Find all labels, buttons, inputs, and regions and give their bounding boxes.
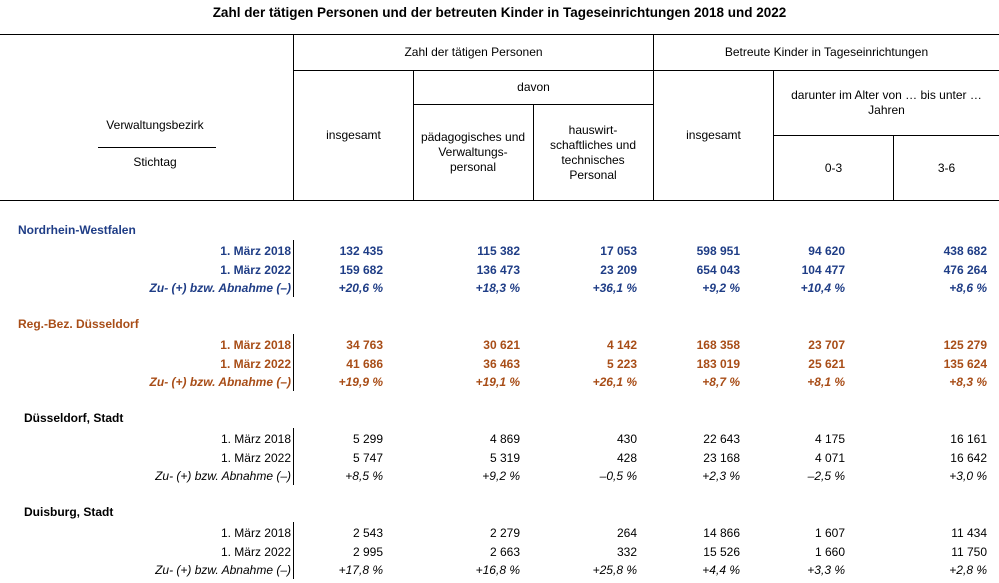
cell: 332	[616, 545, 637, 559]
table-row	[0, 373, 999, 391]
cell: +2,3 %	[702, 469, 740, 483]
cell: 654 043	[696, 263, 740, 277]
cell: 476 264	[943, 263, 987, 277]
cell: +9,2 %	[702, 281, 740, 295]
cell: 23 168	[703, 451, 740, 465]
header-bottom-rule	[0, 200, 999, 201]
cell: 30 621	[483, 338, 520, 352]
cell: +3,0 %	[949, 469, 987, 483]
cell: +26,1 %	[592, 375, 637, 389]
table-row	[0, 467, 999, 485]
cell: +36,1 %	[592, 281, 637, 295]
table-title: Zahl der tätigen Personen und der betreuten Kinder in Tageseinrichtungen 2018 und 2022	[212, 5, 787, 20]
cell: +25,8 %	[592, 563, 637, 577]
col-0-3-header: 0-3	[824, 160, 843, 175]
row-label: 1. März 2022	[220, 545, 291, 559]
row-label: 1. März 2018	[220, 244, 291, 258]
cell: 14 866	[703, 526, 740, 540]
table-row	[0, 561, 999, 579]
cell: 135 624	[943, 357, 987, 371]
cell: 598 951	[696, 244, 740, 258]
cell: 5 319	[489, 451, 520, 465]
cell: 16 161	[950, 432, 987, 446]
header-top-rule	[0, 34, 999, 35]
cell: +10,4 %	[800, 281, 845, 295]
darunter-header: darunter im Alter von … bis unter … Jahren	[791, 87, 982, 117]
cell: 428	[616, 451, 637, 465]
cell: +19,1 %	[475, 375, 520, 389]
cell: 183 019	[696, 357, 740, 371]
row-label: 1. März 2022	[220, 451, 291, 465]
cell: +9,2 %	[482, 469, 520, 483]
cell: 168 358	[696, 338, 740, 352]
cell: 23 209	[600, 263, 637, 277]
row-label: Zu- (+) bzw. Abnahme (–)	[155, 563, 291, 577]
cell: 25 621	[808, 357, 845, 371]
cell: 136 473	[476, 263, 520, 277]
cell: 36 463	[483, 357, 520, 371]
col-total-persons-header: insgesamt	[326, 128, 381, 142]
cell: 2 279	[489, 526, 520, 540]
cell: 4 869	[489, 432, 520, 446]
row-label: Zu- (+) bzw. Abnahme (–)	[155, 469, 291, 483]
group-persons-header: Zahl der tätigen Personen	[404, 44, 543, 59]
table-row	[0, 261, 999, 279]
group-children-header: Betreute Kinder in Tageseinrichtungen	[724, 44, 929, 59]
col-hausw-header: hauswirt-schaftliches und technisches Personal	[549, 122, 637, 182]
cell: –2,5 %	[807, 469, 845, 483]
cell: 125 279	[943, 338, 987, 352]
cell: 104 477	[801, 263, 845, 277]
row-label: 1. März 2022	[220, 263, 291, 277]
cell: 159 682	[339, 263, 383, 277]
section-title-duesseldorf: Düsseldorf, Stadt	[24, 411, 124, 425]
cell: 41 686	[346, 357, 383, 371]
cell: 23 707	[808, 338, 845, 352]
cell: 5 299	[352, 432, 383, 446]
cell: 438 682	[943, 244, 987, 258]
cell: 17 053	[600, 244, 637, 258]
row-label: 1. März 2018	[220, 338, 291, 352]
section-title-regbez: Reg.-Bez. Düsseldorf	[18, 317, 139, 331]
cell: 22 643	[703, 432, 740, 446]
table-row	[0, 543, 999, 561]
cell: 94 620	[808, 244, 845, 258]
cell: –0,5 %	[599, 469, 637, 483]
row-label: Zu- (+) bzw. Abnahme (–)	[149, 281, 291, 295]
row-label: 1. März 2018	[220, 432, 291, 446]
cell: +17,8 %	[338, 563, 383, 577]
cell: 264	[616, 526, 637, 540]
row-label: 1. März 2022	[220, 357, 291, 371]
cell: 15 526	[703, 545, 740, 559]
section-title-nrw: Nordrhein-Westfalen	[18, 223, 136, 237]
cell: +4,4 %	[702, 563, 740, 577]
cell: 1 660	[814, 545, 845, 559]
cell: +8,3 %	[949, 375, 987, 389]
cell: 5 747	[352, 451, 383, 465]
col-total-children-header: insgesamt	[686, 128, 741, 142]
cell: 2 663	[489, 545, 520, 559]
col-paed-header: pädagogisches und Verwaltungs-personal	[420, 130, 526, 174]
table-row	[0, 449, 999, 467]
cell: +8,7 %	[702, 375, 740, 389]
cell: 4 071	[814, 451, 845, 465]
cell: 1 607	[814, 526, 845, 540]
cell: +16,8 %	[475, 563, 520, 577]
table-row	[0, 242, 999, 260]
row-label: Zu- (+) bzw. Abnahme (–)	[149, 375, 291, 389]
cell: 4 175	[814, 432, 845, 446]
row-label: 1. März 2018	[220, 526, 291, 540]
cell: +18,3 %	[475, 281, 520, 295]
table-row	[0, 279, 999, 297]
cell: 34 763	[346, 338, 383, 352]
stub-bottom-label: Stichtag	[133, 154, 177, 169]
section-title-duisburg: Duisburg, Stadt	[24, 505, 114, 519]
cell: 11 750	[951, 545, 987, 559]
cell: 2 543	[352, 526, 383, 540]
cell: 5 223	[606, 357, 637, 371]
header-vline-3	[533, 104, 534, 200]
stub-top-label: Verwaltungsbezirk	[106, 117, 204, 132]
davon-header: davon	[517, 79, 550, 94]
cell: 11 434	[951, 526, 987, 540]
stub-divider	[98, 147, 216, 148]
cell: 115 382	[477, 244, 520, 258]
cell: +20,6 %	[338, 281, 383, 295]
cell: 4 142	[606, 338, 637, 352]
cell: +8,1 %	[807, 375, 845, 389]
col-3-6-header: 3-6	[937, 160, 956, 175]
cell: 430	[616, 432, 637, 446]
table-row	[0, 524, 999, 542]
cell: 16 642	[950, 451, 987, 465]
table-row	[0, 430, 999, 448]
cell: 2 995	[352, 545, 383, 559]
cell: +8,6 %	[949, 281, 987, 295]
cell: +3,3 %	[807, 563, 845, 577]
table-row	[0, 355, 999, 373]
cell: 132 435	[339, 244, 383, 258]
cell: +19,9 %	[338, 375, 383, 389]
cell: +2,8 %	[949, 563, 987, 577]
table-row	[0, 336, 999, 354]
cell: +8,5 %	[345, 469, 383, 483]
